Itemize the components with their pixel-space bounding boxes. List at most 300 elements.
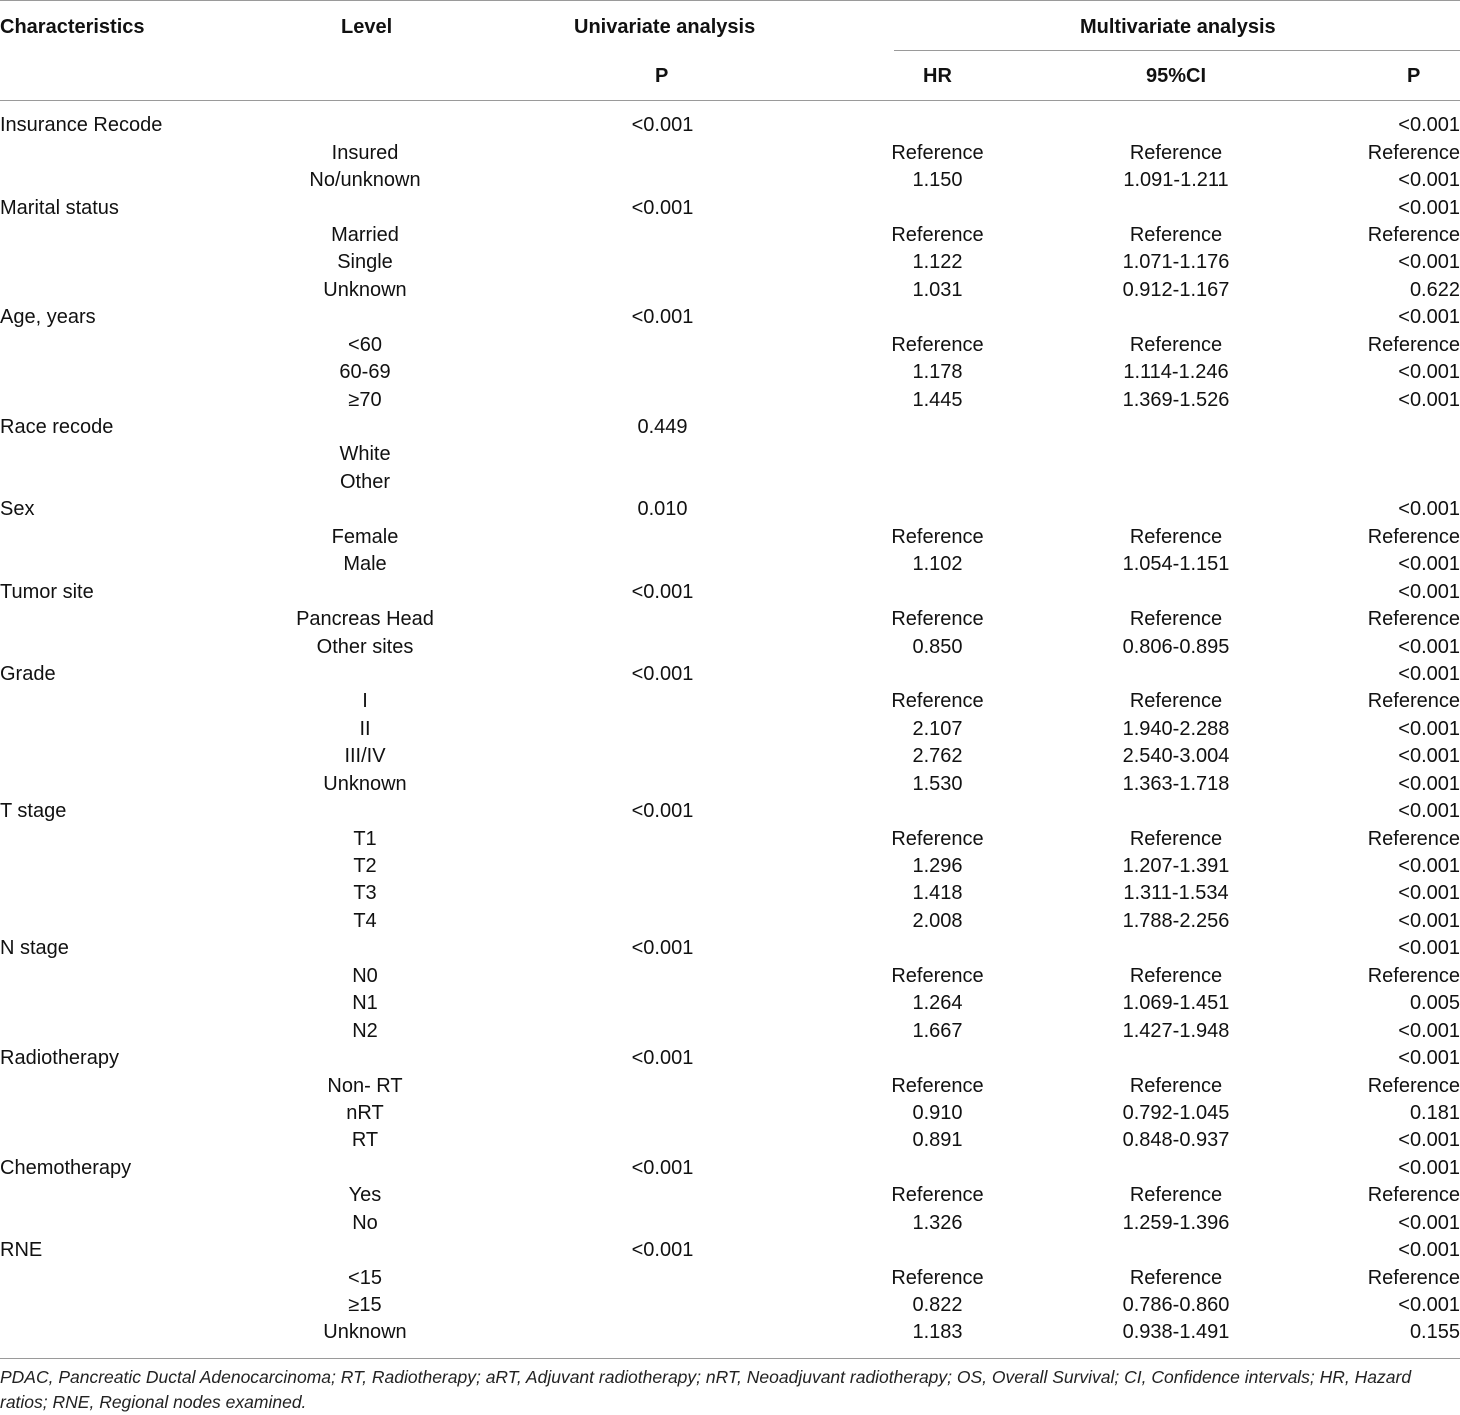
univariate-p-cell: 0.449 — [637, 416, 688, 439]
table-row — [0, 386, 1460, 413]
ci-cell — [1030, 414, 1322, 441]
level-cell: Female — [331, 525, 399, 548]
table-row — [0, 578, 1460, 605]
univariate-p-cell: <0.001 — [631, 662, 694, 685]
hr-cell: 1.150 — [912, 169, 963, 192]
table-row — [0, 1155, 1460, 1182]
characteristic-cell — [0, 1264, 250, 1291]
ci-cell — [1030, 661, 1322, 688]
characteristic-cell — [0, 688, 250, 715]
level-cell: No — [352, 1211, 378, 1234]
table-row — [0, 825, 1460, 852]
ci-cell — [1030, 496, 1322, 523]
table-row — [0, 908, 1460, 935]
ci-cell: 1.788-2.256 — [1122, 909, 1230, 932]
ci-cell — [1030, 798, 1322, 825]
table-row — [0, 743, 1460, 770]
ci-cell: 1.311-1.534 — [1123, 882, 1229, 905]
multivariate-p-cell: Reference — [1367, 525, 1460, 548]
characteristic-cell: Sex — [0, 498, 35, 521]
univariate-p-cell — [480, 359, 845, 386]
characteristic-cell — [0, 167, 250, 194]
hr-cell: 0.850 — [912, 635, 963, 658]
characteristic-cell: Race recode — [0, 416, 114, 439]
characteristic-cell — [0, 633, 250, 660]
hr-cell: 1.031 — [912, 278, 963, 301]
level-cell: N0 — [352, 964, 378, 987]
header-multivariate-p: P — [1407, 65, 1421, 87]
multivariate-p-cell: <0.001 — [1398, 251, 1460, 274]
ci-cell: 0.938-1.491 — [1122, 1321, 1230, 1344]
multivariate-p-cell: <0.001 — [1398, 1294, 1460, 1317]
level-cell: Non- RT — [327, 1074, 403, 1097]
hr-cell: 1.326 — [912, 1211, 963, 1234]
table-row — [0, 771, 1460, 798]
table-row — [0, 332, 1460, 359]
multivariate-p-cell: <0.001 — [1398, 800, 1460, 823]
bottom-rule — [0, 1358, 1460, 1359]
table-row — [0, 1182, 1460, 1209]
characteristic-cell: N stage — [0, 937, 69, 960]
table-row — [0, 139, 1460, 166]
hr-cell: Reference — [891, 1074, 984, 1097]
hr-cell — [845, 469, 1030, 496]
hr-cell: Reference — [891, 223, 984, 246]
ci-cell: 2.540-3.004 — [1122, 745, 1230, 768]
table-row — [0, 222, 1460, 249]
univariate-p-cell — [480, 743, 845, 770]
univariate-p-cell: 0.010 — [637, 498, 688, 521]
level-cell — [250, 578, 480, 605]
level-cell: Married — [331, 223, 399, 246]
ci-cell: 1.363-1.718 — [1122, 772, 1230, 795]
characteristic-cell — [0, 469, 250, 496]
characteristic-cell — [0, 441, 250, 468]
multivariate-p-cell: Reference — [1367, 1074, 1460, 1097]
characteristic-cell: Insurance Recode — [0, 114, 163, 137]
univariate-p-cell — [480, 633, 845, 660]
multivariate-p-cell: 0.155 — [1409, 1321, 1460, 1344]
multivariate-p-cell: <0.001 — [1398, 1019, 1460, 1042]
level-cell: nRT — [346, 1101, 384, 1124]
hr-cell: 1.122 — [912, 251, 963, 274]
hr-cell — [845, 441, 1030, 468]
multivariate-p-cell: <0.001 — [1398, 1211, 1460, 1234]
ci-cell: 1.091-1.211 — [1123, 169, 1229, 192]
top-rule — [0, 0, 1460, 1]
table-row — [0, 1210, 1460, 1237]
level-cell — [250, 496, 480, 523]
ci-cell — [1030, 112, 1322, 139]
level-cell — [250, 798, 480, 825]
table-row — [0, 496, 1460, 523]
header-characteristics: Characteristics — [0, 16, 145, 38]
univariate-p-cell: <0.001 — [631, 937, 694, 960]
ci-cell: 1.069-1.451 — [1122, 992, 1230, 1015]
header-95ci: 95%CI — [1146, 65, 1207, 87]
multivariate-p-cell: 0.005 — [1409, 992, 1460, 1015]
characteristic-cell — [0, 1319, 250, 1346]
multivariate-p-cell: Reference — [1367, 1184, 1460, 1207]
table-row — [0, 1264, 1460, 1291]
characteristic-cell — [0, 1017, 250, 1044]
characteristic-cell — [0, 716, 250, 743]
table-row — [0, 935, 1460, 962]
hr-cell: 1.178 — [912, 361, 963, 384]
level-cell: III/IV — [344, 745, 386, 768]
level-cell: Pancreas Head — [296, 608, 434, 631]
hr-cell: 1.183 — [912, 1321, 963, 1344]
univariate-p-cell — [480, 606, 845, 633]
characteristic-cell — [0, 386, 250, 413]
hr-cell: 1.102 — [912, 553, 963, 576]
univariate-p-cell — [480, 1210, 845, 1237]
level-cell — [250, 1237, 480, 1264]
characteristic-cell: T stage — [0, 800, 67, 823]
level-cell: No/unknown — [309, 169, 421, 192]
level-cell: <60 — [348, 333, 382, 356]
multivariate-p-cell: <0.001 — [1398, 635, 1460, 658]
hr-cell: 1.445 — [912, 388, 963, 411]
hr-cell — [845, 661, 1030, 688]
characteristic-cell: Age, years — [0, 306, 96, 329]
univariate-p-cell — [480, 249, 845, 276]
multivariate-p-cell: <0.001 — [1398, 882, 1460, 905]
table-row — [0, 1127, 1460, 1154]
ci-cell: 1.259-1.396 — [1122, 1211, 1230, 1234]
level-cell — [250, 112, 480, 139]
ci-cell — [1030, 469, 1322, 496]
multivariate-p-cell: <0.001 — [1398, 1129, 1460, 1152]
ci-cell: 1.427-1.948 — [1122, 1019, 1230, 1042]
ci-cell: Reference — [1129, 1184, 1223, 1207]
characteristic-cell: Chemotherapy — [0, 1156, 132, 1179]
hr-cell: Reference — [891, 827, 984, 850]
hr-cell: Reference — [891, 608, 984, 631]
ci-cell: 0.806-0.895 — [1122, 635, 1230, 658]
univariate-p-cell — [480, 1100, 845, 1127]
univariate-p-cell — [480, 441, 845, 468]
level-cell — [250, 935, 480, 962]
univariate-p-cell — [480, 386, 845, 413]
ci-cell: Reference — [1129, 964, 1223, 987]
table-row — [0, 167, 1460, 194]
level-cell: T4 — [353, 909, 377, 932]
hr-cell: 2.008 — [912, 909, 963, 932]
multivariate-p-cell: <0.001 — [1398, 114, 1460, 137]
ci-cell: Reference — [1129, 1266, 1223, 1289]
characteristic-cell — [0, 963, 250, 990]
hr-cell: 2.107 — [912, 717, 963, 740]
characteristic-cell — [0, 1182, 250, 1209]
univariate-p-cell — [480, 524, 845, 551]
level-cell: Other sites — [316, 635, 414, 658]
multivariate-p-cell — [1322, 441, 1460, 468]
ci-cell: 0.912-1.167 — [1122, 278, 1230, 301]
characteristic-cell — [0, 990, 250, 1017]
ci-cell: 1.114-1.246 — [1123, 361, 1229, 384]
table-row — [0, 524, 1460, 551]
characteristic-cell: RNE — [0, 1239, 43, 1262]
characteristic-cell — [0, 1210, 250, 1237]
ci-cell — [1030, 1237, 1322, 1264]
hr-cell: 1.418 — [912, 882, 963, 905]
table-row — [0, 716, 1460, 743]
level-cell: Single — [337, 251, 393, 274]
univariate-p-cell: <0.001 — [631, 1239, 694, 1262]
table-row — [0, 1045, 1460, 1072]
univariate-p-cell — [480, 1182, 845, 1209]
characteristic-cell — [0, 1100, 250, 1127]
multivariate-p-cell: Reference — [1367, 827, 1460, 850]
ci-cell: 1.071-1.176 — [1122, 251, 1230, 274]
multivariate-p-cell: <0.001 — [1398, 662, 1460, 685]
univariate-p-cell — [480, 1292, 845, 1319]
table-row — [0, 963, 1460, 990]
level-cell: White — [339, 443, 391, 466]
multivariate-p-cell: <0.001 — [1398, 1047, 1460, 1070]
table-footnote: PDAC, Pancreatic Ductal Adenocarcinoma; RT, Radiotherapy; aRT, Adjuvant radiotherapy; nRT, Neoadjuvant radiotherapy; OS, Overall Survival; CI, Confidence intervals; HR, Hazard ratios; RNE, Regional nodes examined. — [0, 1367, 1412, 1412]
characteristic-cell — [0, 606, 250, 633]
characteristic-cell — [0, 524, 250, 551]
hr-cell: 1.530 — [912, 772, 963, 795]
hr-cell — [845, 1237, 1030, 1264]
hr-cell: Reference — [891, 525, 984, 548]
hr-cell — [845, 1155, 1030, 1182]
univariate-p-cell: <0.001 — [631, 1047, 694, 1070]
univariate-p-cell — [480, 469, 845, 496]
characteristic-cell: Radiotherapy — [0, 1047, 119, 1070]
table-row — [0, 359, 1460, 386]
characteristic-cell — [0, 359, 250, 386]
ci-cell — [1030, 1155, 1322, 1182]
ci-cell: Reference — [1129, 690, 1223, 713]
ci-cell: Reference — [1129, 525, 1223, 548]
ci-cell: 1.940-2.288 — [1122, 717, 1230, 740]
hr-cell: Reference — [891, 690, 984, 713]
univariate-p-cell — [480, 716, 845, 743]
hr-cell: 0.910 — [912, 1101, 963, 1124]
ci-cell: 1.369-1.526 — [1122, 388, 1230, 411]
header-bottom-rule — [0, 100, 1460, 101]
characteristic-cell — [0, 277, 250, 304]
table-row — [0, 606, 1460, 633]
characteristic-cell — [0, 551, 250, 578]
characteristic-cell — [0, 139, 250, 166]
univariate-p-cell — [480, 825, 845, 852]
table-row — [0, 194, 1460, 221]
table-row — [0, 112, 1460, 139]
level-cell — [250, 194, 480, 221]
hr-cell: Reference — [891, 141, 984, 164]
level-cell: T2 — [353, 855, 377, 878]
ci-cell — [1030, 935, 1322, 962]
univariate-p-cell — [480, 853, 845, 880]
univariate-p-cell: <0.001 — [631, 196, 694, 219]
multivariate-p-cell: Reference — [1367, 223, 1460, 246]
table-row — [0, 1100, 1460, 1127]
table-row — [0, 880, 1460, 907]
level-cell — [250, 661, 480, 688]
level-cell — [250, 1045, 480, 1072]
table-row — [0, 414, 1460, 441]
ci-cell: 0.848-0.937 — [1122, 1129, 1230, 1152]
ci-cell: Reference — [1129, 223, 1223, 246]
table-row — [0, 688, 1460, 715]
level-cell — [250, 304, 480, 331]
header-hr: HR — [923, 65, 952, 87]
multivariate-p-cell: <0.001 — [1398, 1239, 1460, 1262]
multivariate-p-cell — [1322, 414, 1460, 441]
univariate-p-cell: <0.001 — [631, 306, 694, 329]
univariate-p-cell — [480, 1319, 845, 1346]
multivariate-p-cell: <0.001 — [1398, 388, 1460, 411]
characteristic-cell — [0, 249, 250, 276]
characteristic-cell — [0, 853, 250, 880]
table-row — [0, 304, 1460, 331]
characteristic-cell: Grade — [0, 662, 56, 685]
ci-cell: 1.054-1.151 — [1122, 553, 1230, 576]
multivariate-p-cell: Reference — [1367, 333, 1460, 356]
univariate-p-cell — [480, 908, 845, 935]
results-table — [0, 112, 1460, 1347]
level-cell: Other — [339, 470, 391, 493]
hr-cell — [845, 935, 1030, 962]
univariate-p-cell — [480, 1264, 845, 1291]
ci-cell — [1030, 578, 1322, 605]
level-cell: Unknown — [323, 278, 407, 301]
characteristic-cell — [0, 1127, 250, 1154]
univariate-p-cell: <0.001 — [631, 580, 694, 603]
table-row — [0, 853, 1460, 880]
table-row — [0, 249, 1460, 276]
multivariate-p-cell: 0.181 — [1409, 1101, 1460, 1124]
multivariate-p-cell: <0.001 — [1398, 937, 1460, 960]
level-cell: <15 — [348, 1266, 382, 1289]
table-row — [0, 277, 1460, 304]
univariate-p-cell — [480, 1127, 845, 1154]
table-row — [0, 1292, 1460, 1319]
level-cell: ≥70 — [348, 388, 382, 411]
hr-cell — [845, 194, 1030, 221]
hr-cell: 0.891 — [912, 1129, 963, 1152]
table-row — [0, 551, 1460, 578]
hr-cell — [845, 496, 1030, 523]
multivariate-p-cell: <0.001 — [1398, 1156, 1460, 1179]
univariate-p-cell — [480, 880, 845, 907]
table-row — [0, 633, 1460, 660]
ci-cell: Reference — [1129, 333, 1223, 356]
hr-cell — [845, 578, 1030, 605]
multivariate-p-cell: <0.001 — [1398, 196, 1460, 219]
table-row — [0, 1072, 1460, 1099]
univariate-p-cell — [480, 771, 845, 798]
hr-cell — [845, 414, 1030, 441]
characteristic-cell — [0, 222, 250, 249]
level-cell: Unknown — [323, 772, 407, 795]
hr-cell: 0.822 — [912, 1294, 963, 1317]
multivariate-p-cell: <0.001 — [1398, 855, 1460, 878]
ci-cell: Reference — [1129, 608, 1223, 631]
univariate-p-cell — [480, 222, 845, 249]
characteristic-cell: Marital status — [0, 196, 119, 219]
hr-cell — [845, 112, 1030, 139]
univariate-p-cell: <0.001 — [631, 1156, 694, 1179]
multivariate-p-cell: Reference — [1367, 964, 1460, 987]
table-row — [0, 798, 1460, 825]
multivariate-p-cell: <0.001 — [1398, 306, 1460, 329]
univariate-p-cell — [480, 332, 845, 359]
level-cell: RT — [351, 1129, 379, 1152]
level-cell: N2 — [352, 1019, 378, 1042]
hr-cell — [845, 304, 1030, 331]
univariate-p-cell: <0.001 — [631, 800, 694, 823]
header-level: Level — [341, 16, 393, 38]
multivariate-p-cell: Reference — [1367, 1266, 1460, 1289]
multivariate-p-cell: <0.001 — [1398, 361, 1460, 384]
level-cell — [250, 414, 480, 441]
table-row — [0, 441, 1460, 468]
level-cell: Yes — [348, 1184, 382, 1207]
characteristic-cell — [0, 908, 250, 935]
univariate-p-cell — [480, 963, 845, 990]
multivariate-p-cell: <0.001 — [1398, 909, 1460, 932]
ci-cell: 1.207-1.391 — [1122, 855, 1230, 878]
level-cell: T1 — [353, 827, 377, 850]
hr-cell: 2.762 — [912, 745, 963, 768]
univariate-p-cell — [480, 990, 845, 1017]
hr-cell: Reference — [891, 1184, 984, 1207]
table-row — [0, 661, 1460, 688]
characteristic-cell — [0, 825, 250, 852]
level-cell: Male — [343, 553, 387, 576]
header-univariate-p: P — [655, 65, 669, 87]
characteristic-cell — [0, 880, 250, 907]
multivariate-p-cell: <0.001 — [1398, 169, 1460, 192]
univariate-p-cell — [480, 139, 845, 166]
characteristic-cell — [0, 1292, 250, 1319]
ci-cell — [1030, 304, 1322, 331]
level-cell: T3 — [353, 882, 377, 905]
hr-cell: Reference — [891, 1266, 984, 1289]
table-row — [0, 1319, 1460, 1346]
univariate-p-cell — [480, 1017, 845, 1044]
multivariate-p-cell: <0.001 — [1398, 717, 1460, 740]
univariate-p-cell — [480, 688, 845, 715]
hr-cell — [845, 798, 1030, 825]
ci-cell — [1030, 441, 1322, 468]
hr-cell: 1.296 — [912, 855, 963, 878]
univariate-p-cell: <0.001 — [631, 114, 694, 137]
multivariate-p-cell: Reference — [1367, 141, 1460, 164]
level-cell: N1 — [352, 992, 378, 1015]
level-cell — [250, 1155, 480, 1182]
table-row — [0, 990, 1460, 1017]
hr-cell: 1.667 — [912, 1019, 963, 1042]
characteristic-cell — [0, 1072, 250, 1099]
ci-cell: 0.792-1.045 — [1122, 1101, 1230, 1124]
multivariate-p-cell: <0.001 — [1398, 772, 1460, 795]
univariate-p-cell — [480, 1072, 845, 1099]
characteristic-cell: Tumor site — [0, 580, 94, 603]
multivariate-p-cell — [1322, 469, 1460, 496]
level-cell: Unknown — [323, 1321, 407, 1344]
header-univariate: Univariate analysis — [574, 16, 756, 38]
ci-cell: Reference — [1129, 1074, 1223, 1097]
multivariate-underline — [894, 50, 1460, 51]
univariate-p-cell — [480, 277, 845, 304]
level-cell: I — [362, 690, 368, 713]
